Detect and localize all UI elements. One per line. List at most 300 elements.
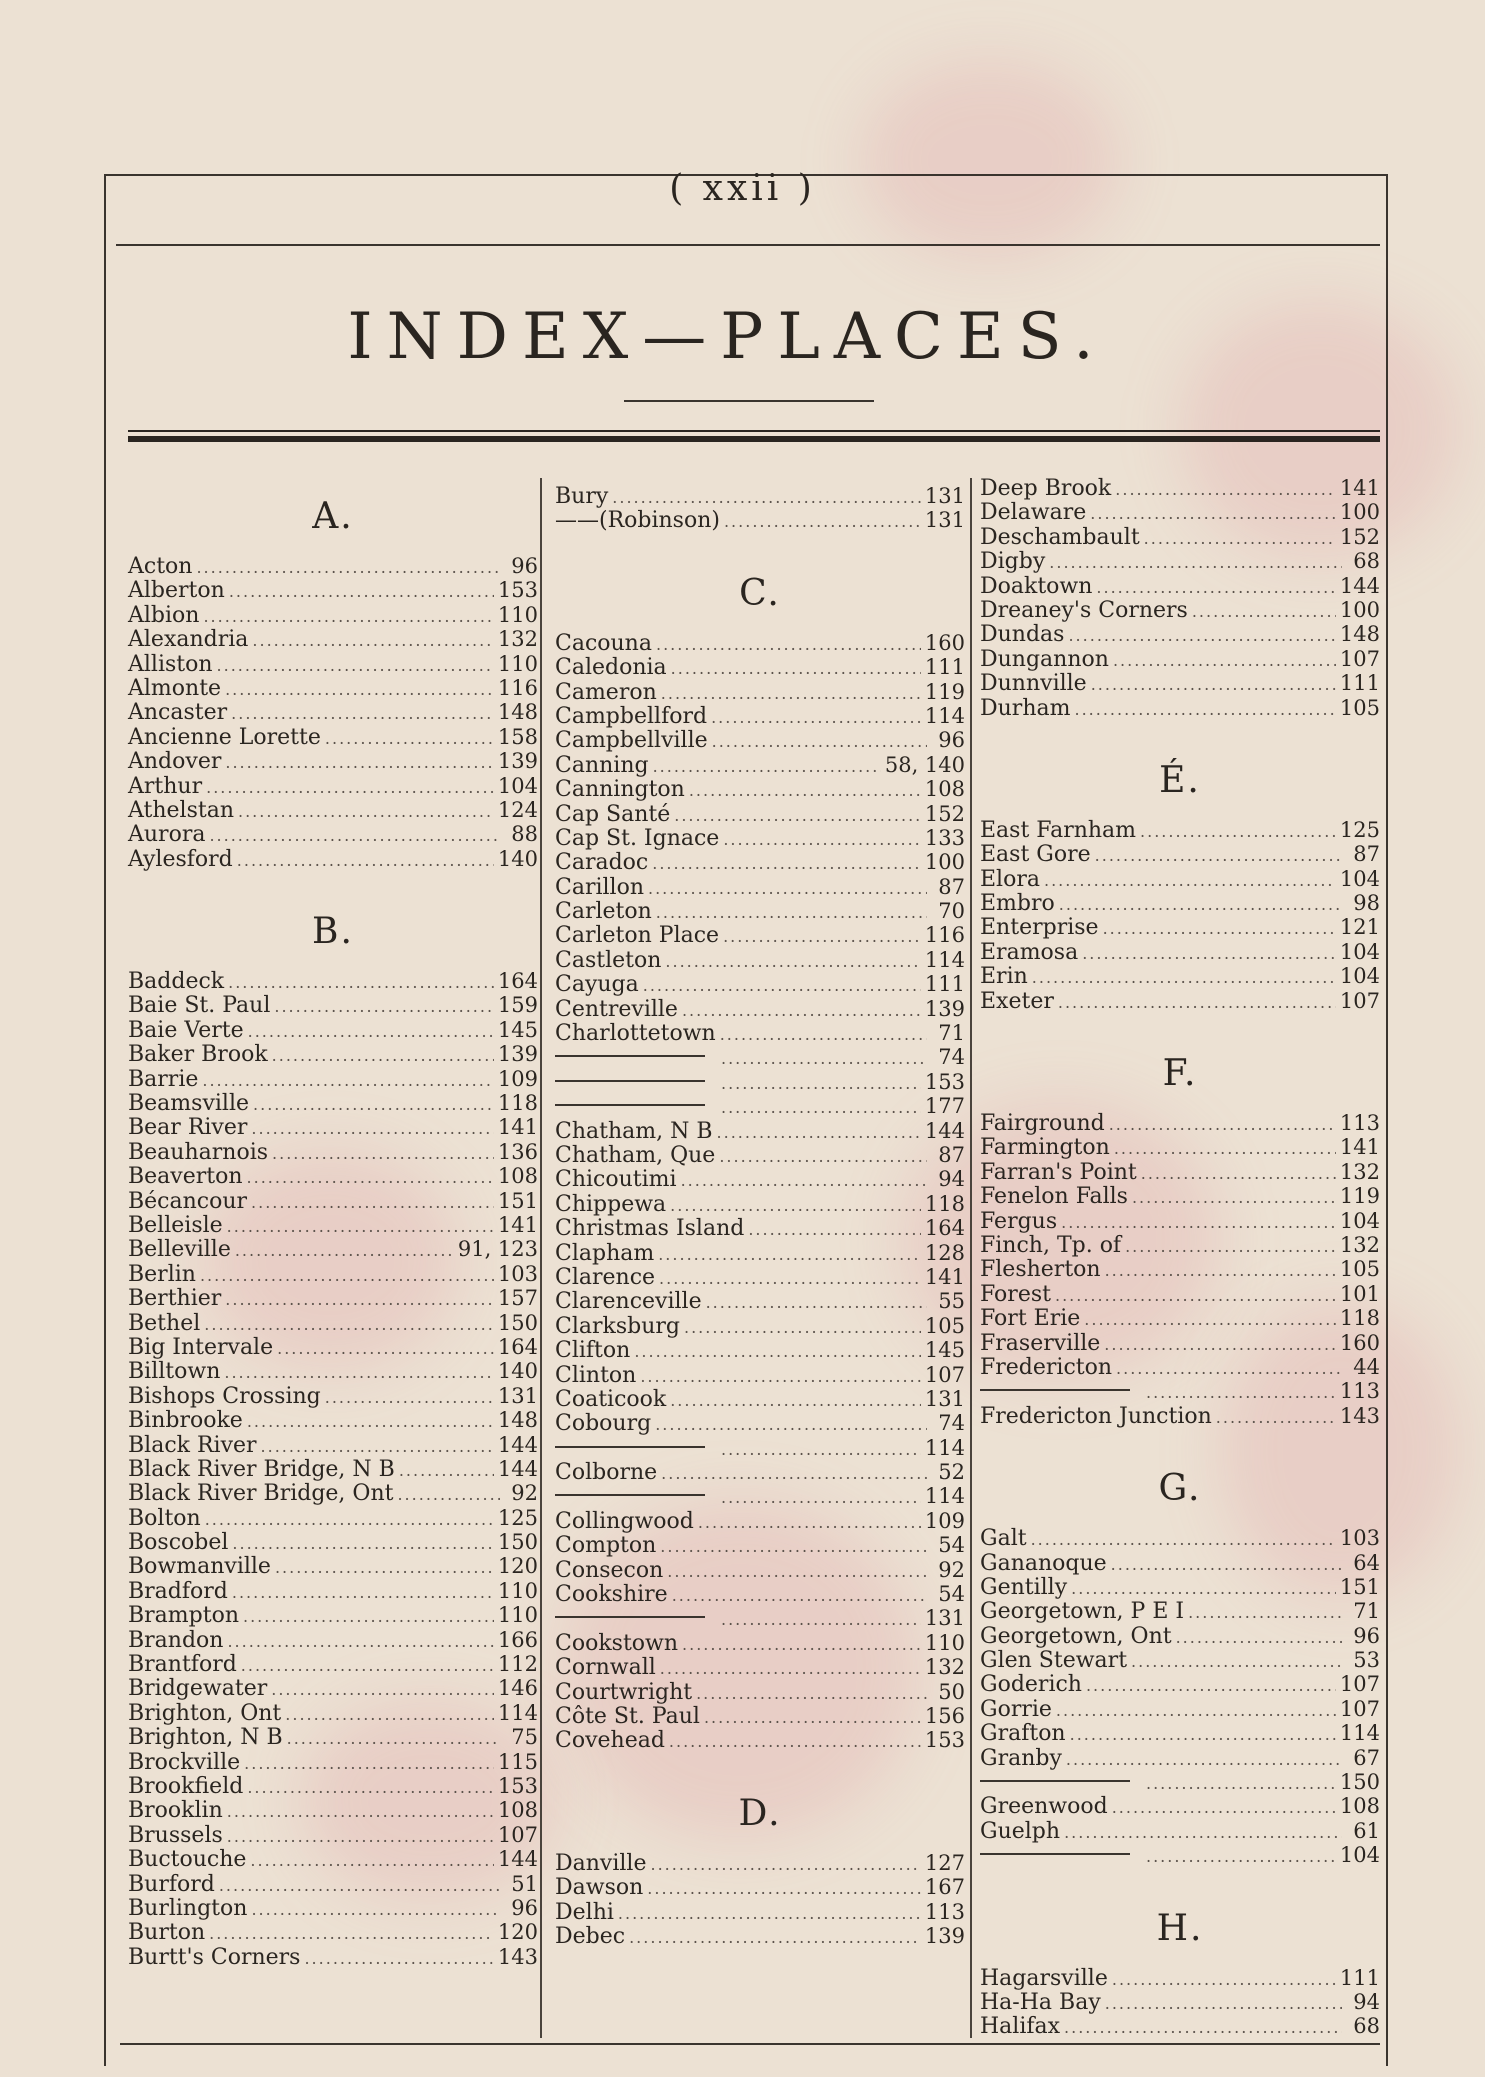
- leader-dots: [720, 1023, 927, 1047]
- section-letter: D.: [738, 1792, 782, 1834]
- place-name: Burford: [128, 1871, 215, 1897]
- leader-dots: [238, 800, 494, 824]
- index-entry: [980, 1257, 1380, 1281]
- page-reference: 160: [1339, 1330, 1380, 1355]
- leader-dots: [224, 1361, 494, 1385]
- page-reference: 111: [924, 972, 965, 997]
- index-entry: [555, 1167, 965, 1191]
- index-entry: [980, 1184, 1380, 1208]
- place-name: Billtown: [128, 1359, 221, 1385]
- index-entry: [555, 972, 965, 996]
- place-name: Albion: [128, 602, 200, 628]
- place-name: Finch, Tp. of: [980, 1232, 1122, 1258]
- page-reference: 158: [497, 724, 538, 749]
- place-name: Brighton, N B: [128, 1725, 283, 1751]
- leader-dots: [665, 950, 921, 974]
- index-entry: [980, 1794, 1380, 1818]
- place-name: Delhi: [555, 1899, 614, 1925]
- index-entry: [128, 1750, 538, 1774]
- leader-dots: [1074, 698, 1335, 722]
- place-name: Caradoc: [555, 850, 649, 876]
- leader-dots: [1116, 1357, 1342, 1381]
- section-letter: B.: [312, 911, 354, 953]
- place-name: Dawson: [555, 1875, 644, 1901]
- page-reference: 131: [924, 1386, 965, 1411]
- page-reference: 114: [924, 1484, 965, 1509]
- leader-dots: [1105, 1259, 1336, 1283]
- leader-dots: [1114, 1137, 1336, 1161]
- index-entry: [555, 1241, 965, 1265]
- leader-dots: [1112, 1796, 1336, 1820]
- leader-dots: [656, 633, 921, 657]
- leader-dots: [647, 1877, 921, 1901]
- place-name: Fergus: [980, 1208, 1058, 1234]
- place-name: Compton: [555, 1533, 657, 1559]
- double-rule: [128, 430, 1380, 442]
- index-entry: [555, 680, 965, 704]
- page-reference: 110: [497, 602, 538, 627]
- page-reference: 107: [1339, 988, 1380, 1013]
- page-reference: 114: [924, 947, 965, 972]
- page-reference: 151: [497, 1188, 538, 1213]
- leader-dots: [1115, 478, 1336, 502]
- place-name: Hagarsville: [980, 1965, 1108, 1991]
- index-entry: [980, 915, 1380, 939]
- page-reference: 150: [497, 1530, 538, 1555]
- page-reference: 144: [924, 1118, 965, 1143]
- place-name: Brooklin: [128, 1798, 223, 1824]
- index-entry: [128, 774, 538, 798]
- leader-dots: [241, 1654, 494, 1678]
- index-entry: [128, 1384, 538, 1408]
- page-reference: 104: [1339, 866, 1380, 891]
- page-reference: 111: [924, 655, 965, 680]
- leader-dots: [232, 1581, 494, 1605]
- leader-dots: [1068, 624, 1335, 648]
- index-entry: [980, 2014, 1380, 2038]
- place-name: Cobourg: [555, 1411, 652, 1437]
- leader-dots: [1125, 1235, 1336, 1259]
- place-name: Bowmanville: [128, 1554, 271, 1580]
- column-divider: [970, 478, 972, 2038]
- leader-dots: [721, 1047, 927, 1071]
- leader-dots: [721, 1096, 921, 1120]
- place-name: Elora: [980, 866, 1040, 892]
- page-reference: 92: [938, 1557, 965, 1582]
- place-name: Belleville: [128, 1237, 231, 1263]
- leader-dots: [1070, 1723, 1336, 1747]
- leader-dots: [658, 1243, 921, 1267]
- place-name: Côte St. Paul: [555, 1703, 700, 1729]
- page-reference: 153: [924, 1069, 965, 1094]
- page-reference: 61: [1353, 1818, 1380, 1843]
- leader-dots: [235, 1239, 454, 1263]
- page-reference: 136: [497, 1139, 538, 1164]
- index-entry: [128, 1481, 538, 1505]
- index-entry: [555, 1143, 965, 1167]
- place-name: [555, 1616, 705, 1618]
- page-reference: 58, 140: [884, 752, 965, 777]
- page-reference: 164: [924, 1216, 965, 1241]
- leader-dots: [227, 1800, 494, 1824]
- index-entry: [128, 993, 538, 1017]
- leader-dots: [721, 1608, 921, 1632]
- page-reference: 108: [497, 1164, 538, 1189]
- index-entry: [980, 1355, 1380, 1379]
- index-entry: [980, 1526, 1380, 1550]
- index-entry: [555, 1875, 965, 1899]
- place-name: Enterprise: [980, 915, 1099, 941]
- index-entry: [555, 1704, 965, 1728]
- index-entry: [980, 1111, 1380, 1135]
- index-entry: [555, 802, 965, 826]
- index-entry: [128, 749, 538, 773]
- index-entry: [980, 1233, 1380, 1257]
- leader-dots: [1111, 1553, 1342, 1577]
- index-entry: [128, 1530, 538, 1554]
- leader-dots: [209, 824, 500, 848]
- index-entry: [980, 1819, 1380, 1843]
- index-entry: [128, 554, 538, 578]
- place-name: Chatham, Que: [555, 1142, 716, 1168]
- leader-dots: [661, 1462, 927, 1486]
- place-name: [980, 1389, 1130, 1391]
- index-entry: [555, 1851, 965, 1875]
- place-name: Arthur: [128, 773, 203, 799]
- place-name: Dundas: [980, 622, 1065, 648]
- page-reference: 167: [924, 1875, 965, 1900]
- page-reference: 152: [1339, 524, 1380, 549]
- leader-dots: [227, 1215, 494, 1239]
- place-name: Deschambault: [980, 524, 1140, 550]
- index-entry: [980, 1282, 1380, 1306]
- page-reference: 96: [938, 728, 965, 753]
- page-reference: 148: [497, 700, 538, 725]
- index-entry: [555, 875, 965, 899]
- leader-dots: [225, 1288, 494, 1312]
- place-name: Fenelon Falls: [980, 1184, 1128, 1210]
- index-entry: [980, 1160, 1380, 1184]
- place-name: [980, 1780, 1130, 1782]
- leader-dots: [1146, 1381, 1336, 1405]
- index-entry: [980, 818, 1380, 842]
- leader-dots: [1176, 1626, 1342, 1650]
- leader-dots: [247, 1776, 494, 1800]
- page-reference: 96: [511, 1895, 538, 1920]
- place-name: Brampton: [128, 1603, 239, 1629]
- leader-dots: [225, 751, 494, 775]
- index-entry: [128, 578, 538, 602]
- leader-dots: [253, 1093, 494, 1117]
- page-reference: 107: [1339, 646, 1380, 671]
- page-reference: 75: [511, 1725, 538, 1750]
- page-reference: 104: [1339, 939, 1380, 964]
- index-entry: [555, 1387, 965, 1411]
- page-reference: 104: [1339, 1843, 1380, 1868]
- leader-dots: [1132, 1186, 1336, 1210]
- page-reference: 139: [924, 1923, 965, 1948]
- page-reference: 118: [497, 1091, 538, 1116]
- page-reference: 91, 123: [457, 1237, 538, 1262]
- place-name: Burton: [128, 1920, 206, 1946]
- index-entry: [980, 1404, 1380, 1428]
- page-reference: 152: [924, 801, 965, 826]
- page-reference: 108: [497, 1798, 538, 1823]
- leader-dots: [660, 1535, 927, 1559]
- place-name: Berlin: [128, 1261, 196, 1287]
- index-entry: [128, 1701, 538, 1725]
- index-entry: [555, 655, 965, 679]
- leader-dots: [204, 1313, 494, 1337]
- leader-dots: [200, 1264, 494, 1288]
- place-name: [980, 1853, 1130, 1855]
- leader-dots: [304, 1947, 493, 1971]
- leader-dots: [682, 999, 921, 1023]
- page-reference: 116: [924, 923, 965, 948]
- leader-dots: [1103, 917, 1336, 941]
- leader-dots: [618, 1902, 921, 1926]
- place-name: Flesherton: [980, 1257, 1101, 1283]
- place-name: Gananoque: [980, 1550, 1107, 1576]
- index-entry: [980, 842, 1380, 866]
- leader-dots: [721, 1438, 921, 1462]
- place-name: Greenwood: [980, 1794, 1108, 1820]
- index-entry: [980, 1721, 1380, 1745]
- title-underline: [624, 400, 874, 402]
- index-entry: [980, 1648, 1380, 1672]
- index-entry: [555, 923, 965, 947]
- index-entry: [128, 1091, 538, 1115]
- index-entry: [555, 1289, 965, 1313]
- page-reference: 110: [924, 1630, 965, 1655]
- index-entry: [555, 1192, 965, 1216]
- page-reference: 118: [1339, 1306, 1380, 1331]
- leader-dots: [1104, 1333, 1336, 1357]
- index-entry: [555, 1631, 965, 1655]
- index-entry: [128, 822, 538, 846]
- place-name: Almonte: [128, 675, 222, 701]
- page-reference: 112: [497, 1652, 538, 1677]
- place-name: Big Intervale: [128, 1334, 274, 1360]
- index-entry: [555, 1484, 965, 1508]
- leader-dots: [670, 1389, 921, 1413]
- leader-dots: [1140, 820, 1336, 844]
- index-entry: [128, 700, 538, 724]
- page-reference: 107: [1339, 1672, 1380, 1697]
- page-reference: 114: [497, 1700, 538, 1725]
- page-reference: 132: [1339, 1232, 1380, 1257]
- place-name: Alexandria: [128, 627, 249, 653]
- leader-dots: [247, 1166, 494, 1190]
- place-name: Fredericton Junction: [980, 1403, 1212, 1429]
- page-number: ( xxii ): [669, 168, 816, 209]
- leader-dots: [711, 706, 921, 730]
- index-entry: [128, 1628, 538, 1652]
- place-name: Cacouna: [555, 630, 652, 656]
- place-name: Buctouche: [128, 1847, 247, 1873]
- place-name: Ancienne Lorette: [128, 724, 321, 750]
- place-name: Consecon: [555, 1557, 664, 1583]
- leader-dots: [1113, 649, 1336, 673]
- leader-dots: [704, 1706, 921, 1730]
- page-reference: 148: [1339, 622, 1380, 647]
- index-entry: [128, 1359, 538, 1383]
- page-reference: 74: [938, 1411, 965, 1436]
- page-reference: 105: [924, 1313, 965, 1338]
- page-reference: 120: [497, 1920, 538, 1945]
- page-reference: 160: [924, 630, 965, 655]
- page-reference: 53: [1353, 1648, 1380, 1673]
- leader-dots: [674, 804, 921, 828]
- place-name: Ha-Ha Bay: [980, 1989, 1101, 2015]
- leader-dots: [1044, 869, 1336, 893]
- page-reference: 141: [924, 1264, 965, 1289]
- page-reference: 111: [1339, 1965, 1380, 1990]
- leader-dots: [659, 1267, 921, 1291]
- page-reference: 128: [924, 1240, 965, 1265]
- page-reference: 104: [497, 773, 538, 798]
- index-entry: [128, 847, 538, 871]
- page-reference: 139: [924, 996, 965, 1021]
- page-reference: 145: [924, 1338, 965, 1363]
- place-name: Bury: [555, 484, 609, 509]
- leader-dots: [247, 1410, 494, 1434]
- place-name: Brighton, Ont: [128, 1700, 282, 1726]
- page-reference: 100: [924, 850, 965, 875]
- leader-dots: [723, 828, 921, 852]
- index-entry: [128, 1823, 538, 1847]
- page-reference: 87: [1353, 842, 1380, 867]
- page-reference: 64: [1353, 1550, 1380, 1575]
- page-reference: 150: [497, 1310, 538, 1335]
- leader-dots: [272, 1044, 494, 1068]
- leader-dots: [225, 678, 494, 702]
- page-reference: 120: [497, 1554, 538, 1579]
- leader-dots: [261, 1435, 494, 1459]
- page-reference: 110: [497, 1578, 538, 1603]
- leader-dots: [634, 1340, 921, 1364]
- place-name: Caledonia: [555, 655, 667, 681]
- page-reference: 153: [497, 578, 538, 603]
- page-reference: 113: [1339, 1379, 1380, 1404]
- leader-dots: [206, 776, 494, 800]
- place-name: Ancaster: [128, 700, 228, 726]
- leader-dots: [231, 702, 494, 726]
- section-letter: A.: [312, 496, 354, 537]
- place-name: Clifton: [555, 1338, 631, 1364]
- section-spacer: [980, 1013, 1380, 1037]
- place-name: Cannington: [555, 777, 685, 803]
- page-reference: 119: [924, 679, 965, 704]
- section-spacer: [555, 1753, 965, 1777]
- place-name: Beauharnois: [128, 1139, 269, 1165]
- index-entry: [128, 969, 538, 993]
- leader-dots: [271, 1678, 494, 1702]
- leader-dots: [274, 995, 494, 1019]
- index-entry: [980, 964, 1380, 988]
- index-entry: [128, 1774, 538, 1798]
- index-entry: [128, 1433, 538, 1457]
- place-name: Fraserville: [980, 1330, 1101, 1356]
- place-name: Bradford: [128, 1578, 228, 1604]
- index-entry: [980, 1306, 1380, 1330]
- leader-dots: [1105, 1992, 1342, 2016]
- page-reference: 141: [497, 1212, 538, 1237]
- place-name: Cayuga: [555, 972, 639, 998]
- place-name: Clapham: [555, 1240, 655, 1266]
- leader-dots: [1056, 1699, 1336, 1723]
- leader-dots: [1091, 673, 1336, 697]
- place-name: Brantford: [128, 1652, 237, 1678]
- leader-dots: [325, 1386, 494, 1410]
- leader-dots: [237, 849, 494, 873]
- page-reference: 118: [924, 1191, 965, 1216]
- leader-dots: [229, 580, 494, 604]
- place-name: Carillon: [555, 874, 644, 900]
- place-name: Centreville: [555, 996, 678, 1022]
- index-entry: [128, 1286, 538, 1310]
- page-reference: 88: [511, 822, 538, 847]
- leader-dots: [252, 629, 494, 653]
- index-entry: [555, 948, 965, 972]
- index-entry: [128, 676, 538, 700]
- place-name: Cookshire: [555, 1582, 668, 1608]
- page-reference: 114: [924, 1435, 965, 1460]
- leader-dots: [1188, 1601, 1342, 1625]
- page-reference: 110: [497, 651, 538, 676]
- place-name: Belleisle: [128, 1212, 223, 1238]
- place-name: Brussels: [128, 1822, 223, 1848]
- index-entry: [128, 1067, 538, 1091]
- leader-dots: [251, 1898, 500, 1922]
- index-entry: [555, 1314, 965, 1338]
- index-entry: [555, 728, 965, 752]
- page-reference: 131: [497, 1383, 538, 1408]
- index-entry: [980, 1575, 1380, 1599]
- leader-dots: [1066, 1748, 1342, 1772]
- leader-dots: [1071, 1577, 1336, 1601]
- place-name: Aurora: [128, 822, 206, 848]
- page-reference: 116: [497, 675, 538, 700]
- page-reference: 87: [938, 874, 965, 899]
- page-reference: 119: [1339, 1184, 1380, 1209]
- place-name: Baddeck: [128, 969, 225, 995]
- place-name: Granby: [980, 1745, 1062, 1771]
- leader-dots: [232, 1532, 493, 1556]
- page-reference: 133: [924, 825, 965, 850]
- page-reference: 144: [497, 1456, 538, 1481]
- place-name: Christmas Island: [555, 1216, 745, 1242]
- section-letter: G.: [1158, 1468, 1202, 1510]
- index-entry: [980, 1599, 1380, 1623]
- leader-dots: [272, 1142, 494, 1166]
- index-entry: [555, 704, 965, 728]
- index-entry: [980, 867, 1380, 891]
- index-entry: [128, 603, 538, 627]
- index-entry: [980, 891, 1380, 915]
- index-entry: [128, 798, 538, 822]
- page-reference: 108: [1339, 1794, 1380, 1819]
- index-entry: [555, 1606, 965, 1630]
- page-reference: 141: [1339, 1135, 1380, 1160]
- place-name: Dreaney's Corners: [980, 597, 1188, 623]
- place-name: Beamsville: [128, 1091, 250, 1117]
- page-reference: 144: [1339, 573, 1380, 598]
- leader-dots: [1084, 1308, 1336, 1332]
- index-entry: [555, 1119, 965, 1143]
- place-name: Grafton: [980, 1721, 1066, 1747]
- leader-dots: [397, 1483, 500, 1507]
